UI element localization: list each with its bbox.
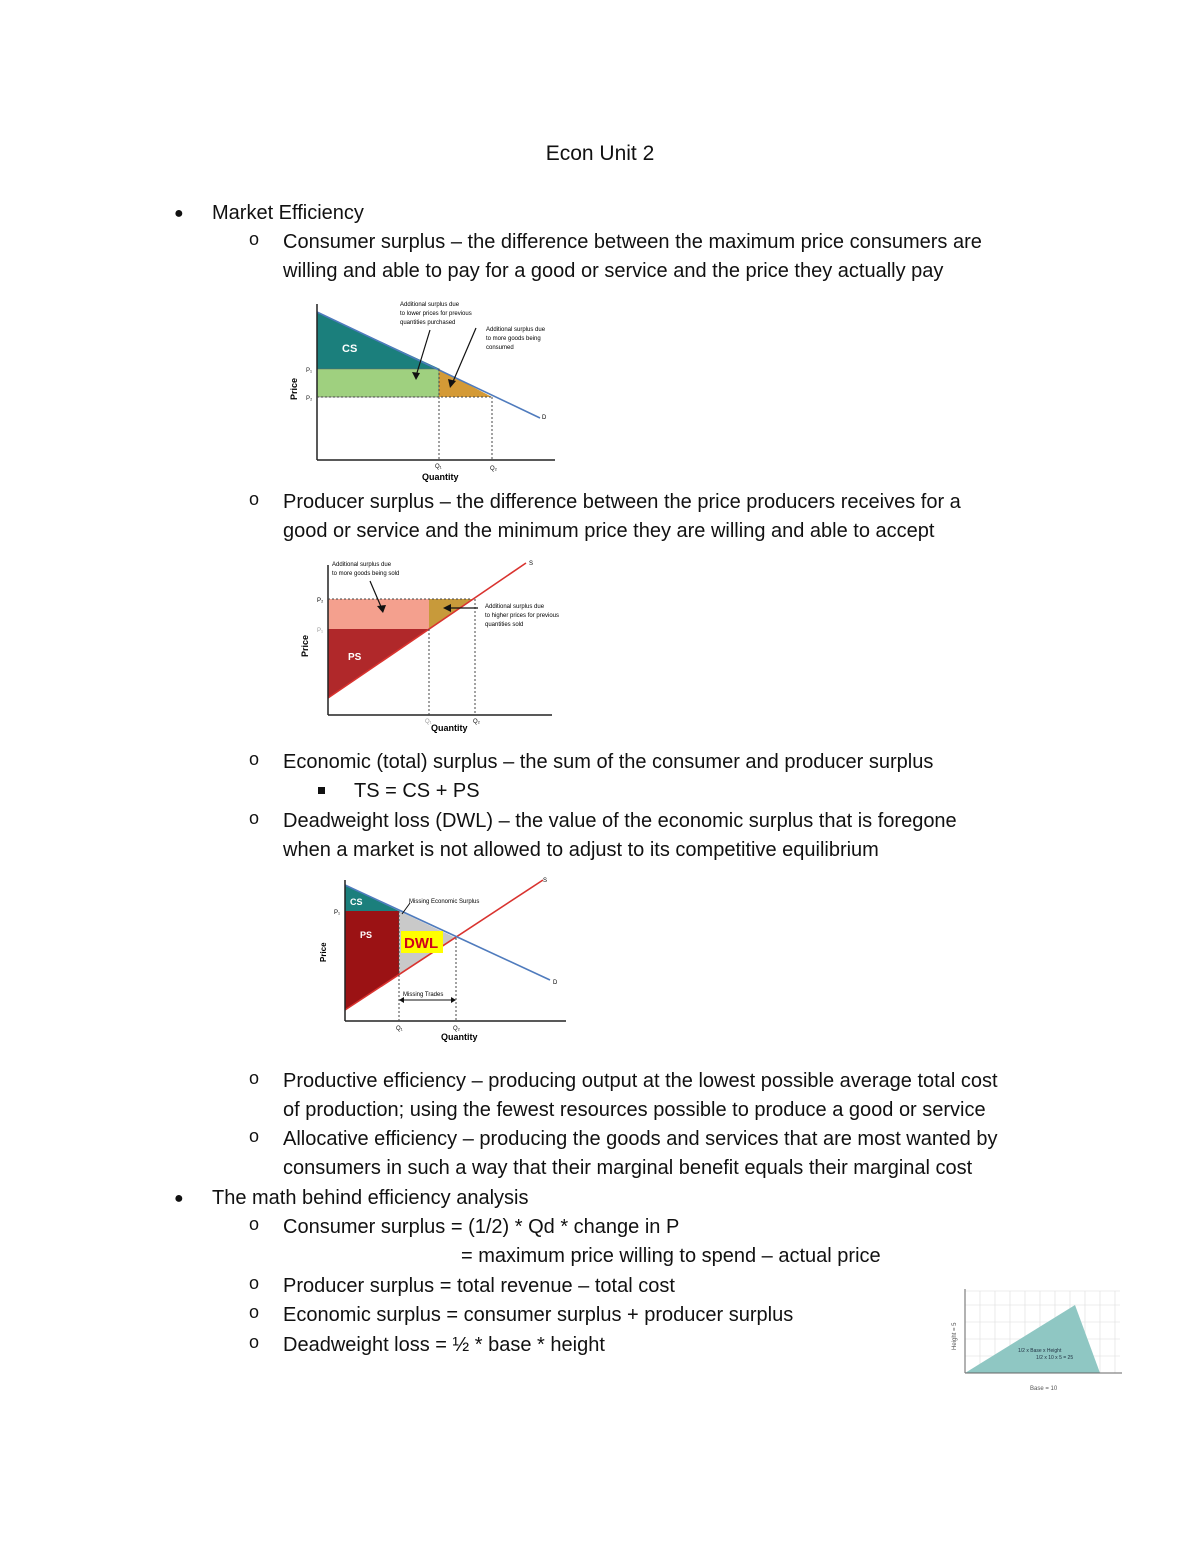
note-higher-price-1: Additional surplus due (485, 604, 545, 610)
sub-bullet-icon: o (249, 808, 260, 828)
section-heading-math: The math behind efficiency analysis (212, 1187, 529, 1209)
higher-price-surplus-area (328, 599, 429, 629)
economic-surplus-formula: Economic surplus = consumer surplus + producer surplus (283, 1304, 794, 1326)
y-axis-label: Price (289, 377, 299, 400)
x-axis-label: Quantity (422, 472, 459, 482)
producer-surplus-chart (290, 553, 590, 738)
sub-bullet-icon: o (249, 749, 260, 769)
deadweight-loss-def-line2: when a market is not allowed to adjust to its competitive equilibrium (283, 839, 879, 861)
demand-label: D (553, 980, 558, 986)
allocative-efficiency-def-line1: Allocative efficiency – producing the goods and services that are most wanted by (283, 1128, 998, 1150)
sub-bullet-icon: o (249, 229, 260, 249)
consumer-surplus-def-line2: willing and able to pay for a good or service and the price they actually pay (283, 260, 944, 282)
q1-label: Q₁ (396, 1026, 403, 1032)
consumer-surplus-formula-line2: = maximum price willing to spend – actual price (461, 1245, 881, 1267)
total-surplus-formula: TS = CS + PS (354, 780, 480, 802)
supply-label: S (529, 561, 534, 567)
producer-surplus-formula: Producer surplus = total revenue – total cost (283, 1275, 675, 1297)
y-axis-label: Price (300, 634, 310, 657)
sub-bullet-icon: o (249, 489, 260, 509)
sub-bullet-icon: o (249, 1302, 260, 1322)
ps-area (345, 911, 399, 1010)
arrowhead-icon (451, 997, 456, 1003)
lower-price-surplus-area (317, 369, 439, 397)
note-lower-price-2: to lower prices for previous (400, 311, 472, 317)
note-lower-price-3: quantities purchased (400, 320, 456, 326)
page-title: Econ Unit 2 (545, 142, 655, 165)
sub-bullet-icon: o (249, 1332, 260, 1352)
allocative-efficiency-def-line2: consumers in such a way that their marginal benefit equals their marginal cost (283, 1157, 973, 1179)
note-more-goods-3: consumed (486, 345, 514, 351)
note-more-goods-1: Additional surplus due (332, 562, 392, 568)
deadweight-loss-def-line1: Deadweight loss (DWL) – the value of the economic surplus that is foregone (283, 810, 957, 832)
q2-label: Q₂ (453, 1026, 460, 1032)
sub-bullet-icon: o (249, 1068, 260, 1088)
note-higher-price-3: quantities sold (485, 622, 524, 628)
note-higher-price-2: to higher prices for previous (485, 613, 560, 619)
x-axis-label: Base = 10 (1030, 1386, 1058, 1392)
note-lower-price-1: Additional surplus due (400, 302, 460, 308)
p1-label: P₁ (306, 368, 313, 374)
q1-label: Q₁ (425, 719, 432, 725)
p1-label: P₁ (334, 910, 341, 916)
producer-surplus-def-line1: Producer surplus – the difference between the price producers receives for a (283, 491, 961, 513)
q1-label: Q₁ (435, 464, 442, 470)
p1-label: P₁ (317, 628, 324, 634)
dwl-label: DWL (404, 935, 439, 952)
ps-label: PS (348, 652, 362, 663)
producer-surplus-def-line2: good or service and the minimum price they are willing and able to accept (283, 520, 935, 542)
formula-line2: 1/2 x 10 x 5 = 25 (1036, 1355, 1074, 1361)
cs-label: CS (342, 343, 358, 355)
bullet-icon: ● (174, 1190, 184, 1207)
p2-label: P₂ (306, 396, 313, 402)
note-more-goods-2: to more goods being sold (332, 571, 400, 577)
p2-label: P₂ (317, 598, 324, 604)
supply-label: S (543, 878, 548, 884)
sub-bullet-icon: o (249, 1214, 260, 1234)
x-axis-label: Quantity (431, 723, 468, 733)
square-bullet-icon (318, 787, 325, 794)
cs-label: CS (350, 897, 363, 907)
total-surplus-def: Economic (total) surplus – the sum of the consumer and producer surplus (283, 751, 934, 773)
missing-surplus-note: Missing Economic Surplus (409, 899, 480, 905)
consumer-surplus-def-line1: Consumer surplus – the difference between the maximum price consumers are (283, 231, 982, 253)
y-axis-label: Price (319, 942, 328, 962)
sub-bullet-icon: o (249, 1126, 260, 1146)
missing-trades-note: Missing Trades (403, 992, 444, 998)
productive-efficiency-def-line2: of production; using the fewest resources possible to produce a good or service (283, 1099, 986, 1121)
productive-efficiency-def-line1: Productive efficiency – producing output at the lowest possible average total cost (283, 1070, 998, 1092)
triangle-area-chart (948, 1285, 1128, 1410)
x-axis-label: Quantity (441, 1032, 478, 1042)
section-heading-market-efficiency: Market Efficiency (212, 202, 364, 224)
note-more-goods-1: Additional surplus due (486, 327, 546, 333)
y-axis-label: Height = 5 (952, 1322, 958, 1350)
q2-label: Q₂ (490, 466, 497, 472)
ps-label: PS (360, 930, 373, 940)
consumer-surplus-formula-line1: Consumer surplus = (1/2) * Qd * change in P (283, 1216, 680, 1238)
bullet-icon: ● (174, 205, 184, 222)
arrow-more-goods (452, 328, 476, 384)
q2-label: Q₂ (473, 719, 480, 725)
formula-line1: 1/2 x Base x Height (1018, 1348, 1062, 1354)
deadweight-loss-chart (310, 872, 580, 1044)
consumer-surplus-chart (270, 292, 570, 484)
note-more-goods-2: to more goods being (486, 336, 541, 342)
deadweight-loss-formula: Deadweight loss = ½ * base * height (283, 1334, 605, 1356)
sub-bullet-icon: o (249, 1273, 260, 1293)
demand-label: D (542, 415, 547, 421)
